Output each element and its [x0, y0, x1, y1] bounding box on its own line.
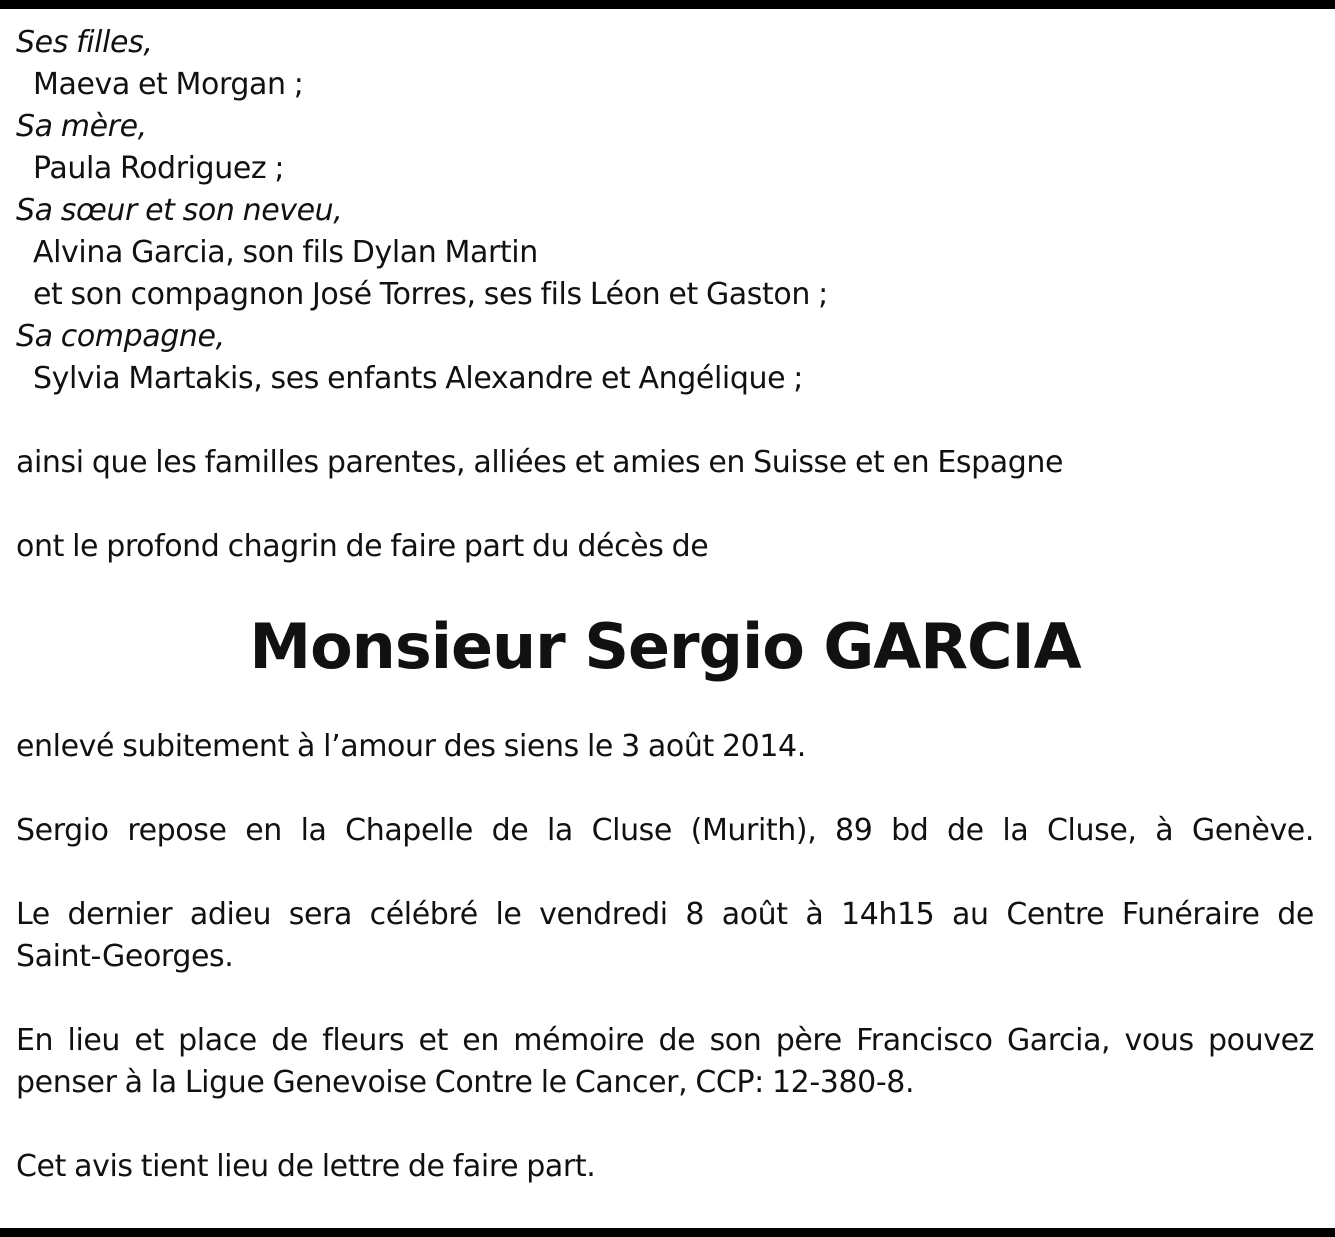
- family-names-mother: Paula Rodriguez ;: [33, 151, 285, 186]
- family-role-daughters: Ses filles,: [16, 25, 153, 60]
- top-border-rule: [0, 0, 1335, 9]
- donation-paragraph-line-2: penser à la Ligue Genevoise Contre le Cancer, CCP: 12-380-8.: [16, 1065, 915, 1100]
- spacer: [16, 1104, 1314, 1146]
- family-names-sister-nephew-2: et son compagnon José Torres, ses fils Léon et Gaston ;: [33, 277, 828, 312]
- ceremony-paragraph-line-2: Saint-Georges.: [16, 939, 234, 974]
- ceremony-paragraph-line-1: Le dernier adieu sera célébré le vendredi 8 août à 14h15 au Centre Funéraire de: [16, 897, 1314, 932]
- spacer: [16, 768, 1314, 810]
- family-role-sister-nephew: Sa sœur et son neveu,: [16, 193, 343, 228]
- spacer: [16, 852, 1314, 894]
- announcement-line: ont le profond chagrin de faire part du décès de: [16, 529, 709, 564]
- relatives-line: ainsi que les familles parentes, alliées et amies en Suisse et en Espagne: [16, 445, 1064, 480]
- family-names-companion: Sylvia Martakis, ses enfants Alexandre et Angélique ;: [33, 361, 803, 396]
- rest-paragraph: Sergio repose en la Chapelle de la Cluse (Murith), 89 bd de la Cluse, à Genève.: [16, 813, 1314, 848]
- obituary-notice: [16, 22, 1314, 1188]
- family-names-daughters: Maeva et Morgan ;: [33, 67, 304, 102]
- closing-line: Cet avis tient lieu de lettre de faire part.: [16, 1149, 596, 1184]
- family-names-sister-nephew-1: Alvina Garcia, son fils Dylan Martin: [33, 235, 538, 270]
- bottom-border-rule: [0, 1228, 1335, 1237]
- spacer: [16, 978, 1314, 1020]
- deceased-name-heading: Monsieur Sergio GARCIA: [249, 610, 1081, 683]
- spacer: [16, 484, 1314, 526]
- family-role-companion: Sa compagne,: [16, 319, 225, 354]
- spacer: [16, 400, 1314, 442]
- family-role-mother: Sa mère,: [16, 109, 147, 144]
- death-paragraph: enlevé subitement à l’amour des siens le 3 août 2014.: [16, 729, 806, 764]
- donation-paragraph-line-1: En lieu et place de fleurs et en mémoire de son père Francisco Garcia, vous pouvez: [16, 1023, 1314, 1058]
